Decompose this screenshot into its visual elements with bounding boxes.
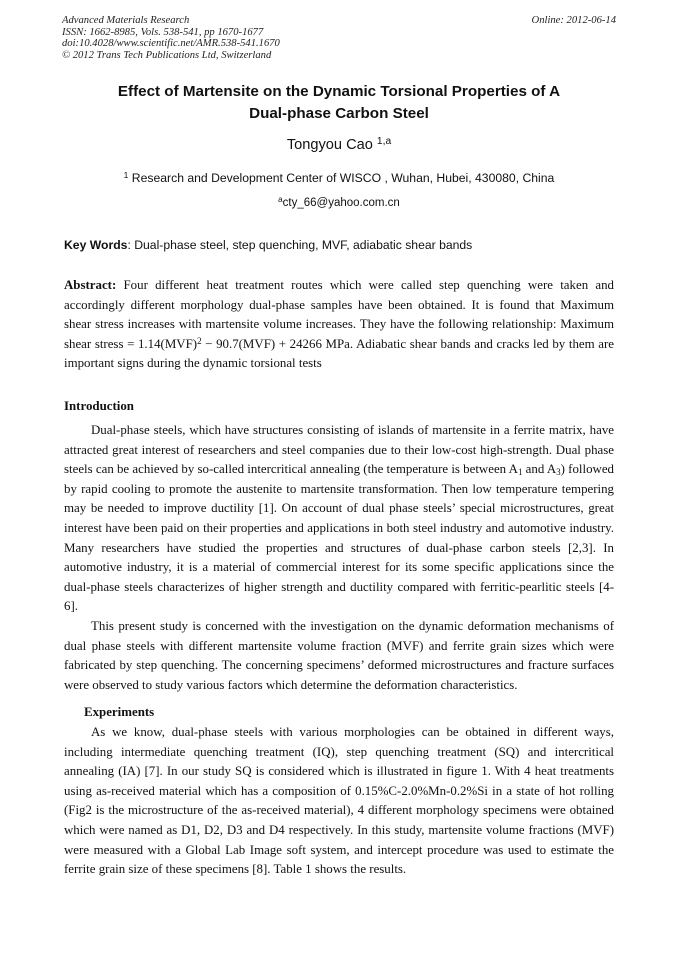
abstract-label: Abstract:: [64, 278, 117, 292]
intro-p1-part-a: Dual-phase steels, which have structures consisting of islands of martensite in a ferrite matrix, have attracted great interest of researchers and steel companies due to their low-cost high-strength. Dual phase steels can be achieved by so-called intercritical annealing (the temperature is between A: [64, 423, 614, 477]
keywords-text: : Dual-phase steel, step quenching, MVF, adiabatic shear bands: [127, 238, 473, 252]
author: [0, 137, 678, 153]
abstract-sup: 2: [197, 335, 202, 346]
intro-sub-1: 1: [517, 467, 523, 478]
introduction-paragraph-2: This present study is concerned with the investigation on the dynamic deformation mechanisms of dual phase steels with different martensite volume fraction (MVF) and ferrite grain sizes which were fabricated by step quenching. The concerning specimens’ deformed microstructures and fracture surfaces were observed to study various factors which determine the deformation characteristics.: [64, 618, 614, 692]
affiliation-sup: 1: [123, 170, 129, 181]
title-line-1: Effect of Martensite on the Dynamic Torsional Properties of A: [117, 83, 561, 100]
experiments-heading: Experiments: [84, 705, 155, 719]
copyright-line: © 2012 Trans Tech Publications Ltd, Switzerland: [62, 49, 272, 61]
doi-line: doi:10.4028/www.scientific.net/AMR.538-541.1670: [62, 38, 280, 50]
intro-p1-part-b: and A: [522, 462, 557, 477]
journal-header: [62, 15, 616, 61]
introduction-body: [64, 421, 614, 695]
abstract-text-1: Four different heat treatment routes which were called step quenching were taken and accordingly different morphology dual-phase samples have been obtained. It is found that Maximum shear stress increases with martensite volume increases. They have the following relationship: Maximum shear stress = 1.14(MVF): [64, 278, 614, 351]
affiliation-text: Research and Development Center of WISCO , Wuhan, Hubei, 430080, China: [128, 171, 555, 185]
intro-sub-3: 3: [556, 467, 561, 478]
email-sup: a: [278, 195, 283, 205]
intro-p1-part-c: ) followed by rapid cooling to promote the austenite to martensite transformation. Then low temperature tempering may be needed to improve ductility [1]. On account of dual phase steels’ special microstructures, great interest have been paid on their properties and applications in both steel industry and automotive industry. Many researchers have studied the properties and structures of dual-phase carbon steels [2,3]. In automotive industry, it is a material of commercial interest for its some specific applications since the dual-phase steels characterizes of higher strength and ductility compared with ferritic-pearlitic steels [4-6].: [64, 462, 614, 614]
title-line-2: Dual-phase Carbon Steel: [249, 104, 429, 122]
author-sup: 1,a: [376, 136, 392, 148]
author-name: Tongyou Cao: [286, 137, 377, 153]
affiliation: [0, 171, 678, 185]
introduction-heading: Introduction: [64, 399, 134, 413]
introduction-paragraph-1: [64, 421, 614, 617]
abstract: [64, 276, 614, 374]
journal-name: Advanced Materials Research: [62, 15, 190, 26]
paper-title: [70, 81, 608, 124]
email-text: cty_66@yahoo.com.cn: [282, 197, 400, 209]
experiments-paragraph-1: As we know, dual-phase steels with various morphologies can be obtained in different ways, including intermediate quenching treatment (IQ), step quenching treatment (SQ) and intercritical annealing (IA) [7]. In our study SQ is considered which is illustrated in figure 1. With 4 heat treatments using as-received material which has a composition of 0.15%C-2.0%Mn-0.2%Si in a state of hot rolling (Fig2 is the microstructure of the as-received material), 4 different morphology specimens were obtained which were named as D1, D2, D3 and D4 respectively. In this study, martensite volume fractions (MVF) were measured with a Global Lab Image soft system, and intercept procedure was used to estimate the ferrite grain size of these specimens [8]. Table 1 shows the results.: [64, 725, 614, 877]
issn-line: ISSN: 1662-8985, Vols. 538-541, pp 1670-1677: [62, 26, 264, 38]
author-email: [0, 197, 678, 209]
abstract-text-2: − 90.7(MVF) + 24266 MPa. Adiabatic shear bands and cracks led by them are important signs during the dynamic torsional tests: [64, 336, 614, 371]
online-date: Online: 2012-06-14: [531, 15, 616, 26]
experiments-body: [64, 723, 614, 880]
keywords: [64, 238, 624, 252]
keywords-label: Key Words: [64, 238, 128, 252]
